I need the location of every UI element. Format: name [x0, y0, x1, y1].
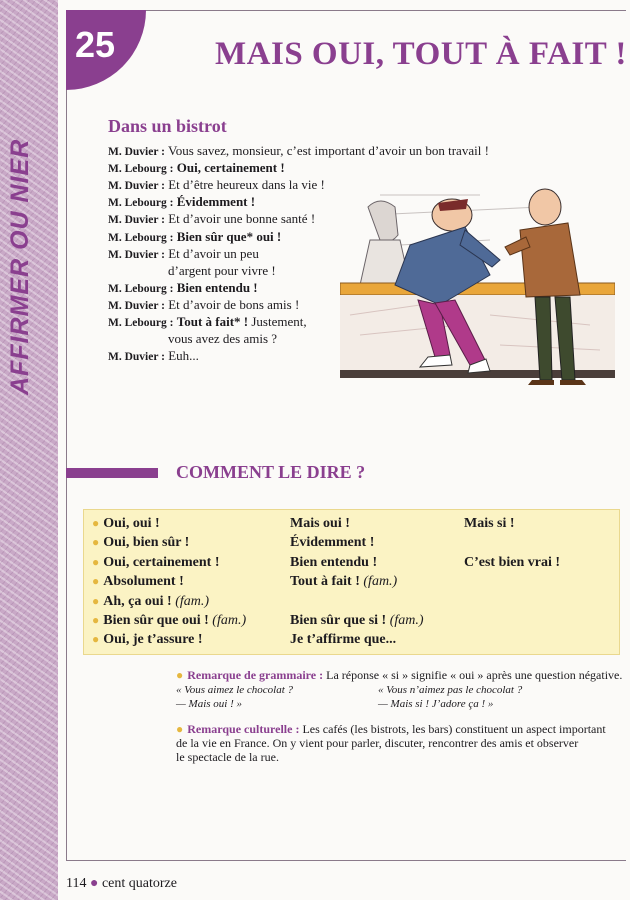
culture-note-label: Remarque culturelle : [187, 722, 300, 736]
expression-col2 [290, 613, 424, 629]
bullet-icon: ● [92, 593, 100, 608]
expression-text: Tout à fait ! [290, 574, 360, 590]
dialogue-line [108, 280, 258, 296]
dialogue-line [108, 143, 489, 159]
culture-note [176, 722, 606, 764]
culture-note-line3: le spectacle de la rue. [176, 750, 279, 764]
expression-text: Oui, bien sûr ! [103, 535, 190, 551]
expression-col2 [290, 632, 396, 648]
bullet-icon: ● [92, 613, 100, 627]
page-title: MAIS OUI, TOUT À FAIT ! [215, 36, 627, 72]
expression-col2 [290, 516, 350, 532]
dialogue-text: Et d’avoir un peu [168, 245, 259, 261]
grammar-note-text: La réponse « si » signifie « oui » après une question négative. [323, 668, 623, 682]
expression-text: Bien entendu ! [290, 554, 378, 570]
frame-bottom [66, 860, 626, 861]
dialogue-text: d’argent pour vivre ! [168, 262, 276, 278]
expression-text: Je t’affirme que... [290, 632, 397, 648]
grammar-note [176, 668, 623, 710]
frame-top [66, 10, 626, 11]
dialogue-text: Bien entendu ! [176, 279, 258, 295]
grammar-example-2-answer: — Mais si ! J’adore ça ! » [378, 698, 494, 710]
expression-col2 [290, 555, 377, 571]
expression-col1 [92, 535, 189, 551]
dialogue-speaker: M. Lebourg : [108, 163, 174, 176]
expression-col1 [92, 555, 220, 571]
expression-text: Absolument ! [103, 574, 184, 590]
dialogue-line [108, 297, 299, 313]
frame-left [66, 10, 67, 860]
dialogue-text: Euh... [168, 348, 199, 364]
culture-note-line1: Les cafés (les bistrots, les bars) constituent un aspect important [299, 722, 606, 736]
lesson-number: 25 [75, 24, 116, 65]
dialogue-line [108, 194, 255, 210]
dialogue-line [108, 211, 315, 227]
dialogue-speaker: M. Duvier : [108, 351, 165, 364]
comment-heading: COMMENT LE DIRE ? [176, 462, 366, 482]
bullet-icon: ● [176, 722, 184, 736]
expression-text: Oui, je t’assure ! [103, 632, 203, 648]
expression-col2 [290, 574, 397, 590]
dialogue-line [108, 314, 307, 330]
dialogue-speaker: M. Duvier : [108, 248, 165, 261]
dialogue-line [108, 348, 199, 364]
grammar-note-label: Remarque de grammaire : [187, 668, 324, 682]
dialogue-speaker: M. Lebourg : [108, 282, 174, 295]
expression-col2 [290, 535, 374, 551]
dialogue-text: Évidemment ! [176, 194, 256, 210]
expression-col3 [464, 516, 515, 532]
dialogue-line [108, 229, 281, 245]
bullet-icon: ● [92, 516, 100, 530]
dialogue-text-extra: Justement, [248, 314, 307, 329]
dialogue-line [168, 263, 276, 279]
dialogue-speaker: M. Duvier : [108, 146, 165, 158]
dialogue-text: Vous savez, monsieur, c’est important d’avoir un bon travail ! [167, 143, 489, 158]
expression-register: (fam.) [389, 613, 424, 628]
dialogue-heading: Dans un bistrot [108, 116, 227, 136]
grammar-example-1-question: « Vous aimez le chocolat ? [176, 684, 294, 696]
dialogue-line [108, 160, 285, 176]
dialogue-line [108, 246, 259, 262]
side-label: AFFIRMER OU NIER [6, 138, 34, 395]
grammar-example-1-answer: — Mais oui ! » [176, 698, 242, 710]
expression-col1 [92, 613, 246, 629]
expression-register: (fam.) [175, 593, 210, 609]
dialogue-speaker: M. Duvier : [108, 180, 165, 193]
side-strip [0, 0, 58, 900]
grammar-example-2-question: « Vous n’aimez pas le chocolat ? [378, 684, 523, 696]
bullet-icon: ● [92, 574, 100, 589]
dialogue-speaker: M. Duvier : [108, 299, 165, 312]
bullet-icon: ● [92, 632, 100, 647]
dialogue-text: vous avez des amis ? [168, 331, 278, 347]
dialogue-line [168, 331, 277, 347]
expression-text: Mais oui ! [290, 516, 350, 531]
comment-heading-bar [66, 468, 158, 478]
bullet-icon: ● [92, 535, 100, 550]
expression-col1 [92, 574, 184, 590]
expression-text: Évidemment ! [290, 535, 375, 551]
expression-text: Oui, oui ! [103, 516, 160, 531]
culture-note-line2: de la vie en France. On y vient pour parler, discuter, rencontrer des amis et observer [176, 736, 579, 750]
bistrot-illustration [340, 185, 615, 400]
page-number-words: cent quatorze [101, 876, 177, 891]
expression-col1 [92, 594, 209, 610]
dialogue-speaker: M. Lebourg : [108, 197, 174, 210]
expression-col3 [464, 555, 560, 571]
expression-text: Mais si ! [464, 516, 515, 531]
dialogue-text: Oui, certainement ! [176, 160, 285, 176]
dialogue-text: Et d’être heureux dans la vie ! [168, 177, 325, 193]
bullet-icon: ● [92, 554, 100, 569]
dialogue-speaker: M. Lebourg : [108, 231, 174, 244]
dialogue-speaker: M. Lebourg : [108, 317, 174, 329]
dialogue-line [108, 177, 325, 193]
expression-col1 [92, 632, 203, 648]
bullet-icon: ● [176, 668, 184, 682]
expression-text: C’est bien vrai ! [464, 554, 561, 570]
dialogue-text: Tout à fait* ! [176, 314, 249, 329]
page-number: 114 [66, 876, 87, 891]
footer-bullet-icon: ● [89, 876, 99, 891]
expression-text: Ah, ça oui ! [103, 593, 172, 609]
expression-text: Bien sûr que oui ! [103, 613, 209, 628]
expression-register: (fam.) [363, 574, 398, 590]
expressions-box [83, 509, 620, 655]
expression-text: Bien sûr que si ! [290, 613, 387, 628]
dialogue-text: Et d’avoir une bonne santé ! [168, 211, 316, 227]
lesson-number-badge [66, 10, 146, 90]
dialogue-speaker: M. Duvier : [108, 214, 165, 227]
dialogue-text: Bien sûr que* oui ! [176, 228, 282, 244]
expression-text: Oui, certainement ! [103, 554, 220, 570]
expression-col1 [92, 516, 160, 532]
dialogue-text: Et d’avoir de bons amis ! [168, 296, 300, 312]
page-footer [66, 876, 177, 892]
expression-register: (fam.) [212, 613, 247, 628]
